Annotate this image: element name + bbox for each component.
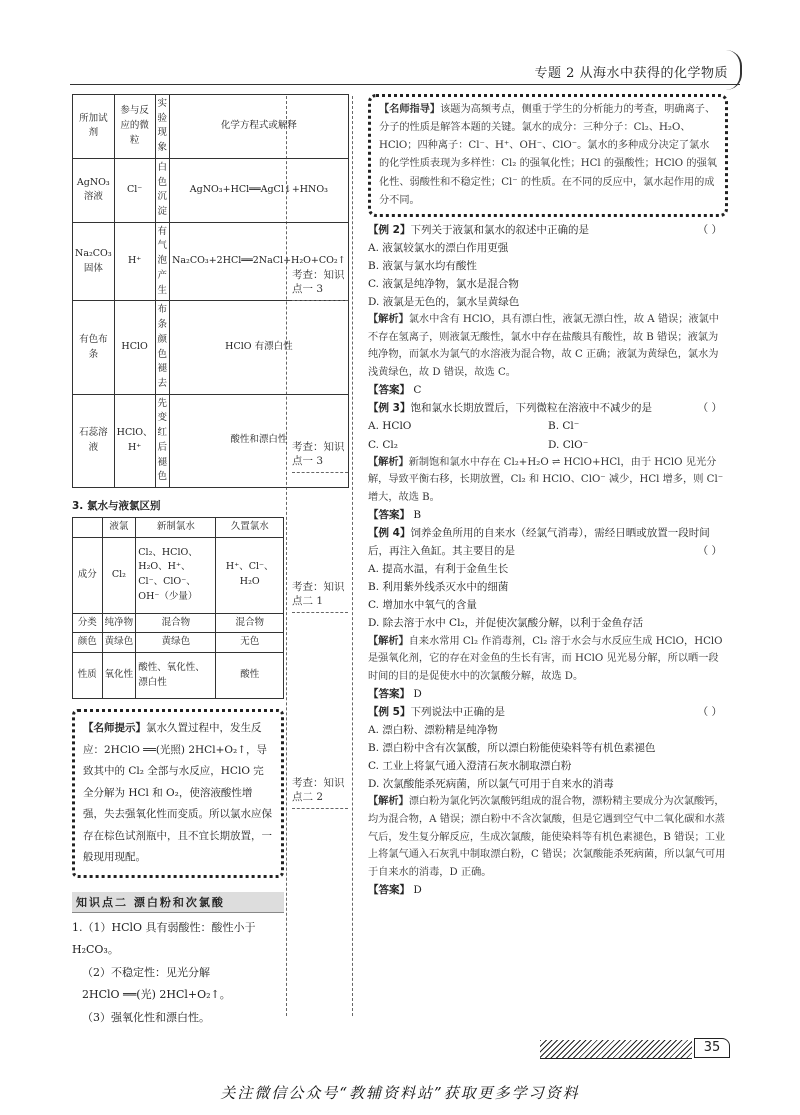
option: C. 工业上将氯气通入澄清石灰水制取漂白粉 [368,760,572,773]
table-cell: Cl₂、HClO、H₂O、H⁺、Cl⁻、ClO⁻、OH⁻（少量） [136,537,216,613]
answer-value: C [413,384,422,397]
table-row [73,633,284,653]
table-header-row [73,517,284,537]
table-cell: AgNO₃+HCl══AgCl↓+HNO₃ [170,158,349,222]
table-header-cell: 久置氯水 [216,517,284,537]
table-cell: H⁺ [114,222,155,301]
answer-blank: （ ） [697,545,722,558]
table-cell: AgNO₃溶液 [73,158,115,222]
table-cell: 性质 [73,653,103,699]
right-column [368,94,728,899]
kp-item: 2HClO ══(光) 2HCl+O₂↑。 [82,988,231,1002]
example-question: 饲养金鱼所用的自来水（经氯气消毒），需经日晒或放置一段时间后，再注入鱼缸。其主要目的是 [368,527,710,558]
table-cell: HClO 有漂白性 [170,301,349,394]
answer-label: 【答案】 [368,688,410,701]
chlorine-compare-table [72,517,284,699]
option: A. HClO [368,420,412,433]
answer-blank: （ ） [697,706,722,719]
margin-note: 考查：知识点一 3 [292,440,348,473]
table-cell: 酸性和漂白性 [170,394,349,487]
option: A. 提高水温，有利于金鱼生长 [368,563,509,576]
teacher-guide-box [368,94,728,217]
table-header-row [73,95,349,159]
answer-value: D [413,688,422,701]
table-cell: Cl⁻ [114,158,155,222]
option: C. Cl₂ [368,438,398,451]
table-header-cell: 实验现象 [155,95,170,159]
analysis-label: 【解析】 [368,456,409,468]
analysis-label: 【解析】 [368,314,409,326]
option: A. 液氯较氯水的漂白作用更强 [368,241,509,254]
table-cell: 黄绿色 [136,633,216,653]
analysis-text: 自来水常用 Cl₂ 作消毒剂，Cl₂ 溶于水会与水反应生成 HClO，HClO 是强氧化剂，它的存在对金鱼的生长有害，而 HClO 见光易分解，所以晒一段时间的目的是促使水中的次氯酸分解，故选 D。 [368,635,723,682]
table-cell: 氧化性 [102,653,136,699]
margin-note: 考查：知识点一 3 [292,268,348,301]
tip-label: 【名师提示】 [83,722,146,735]
option: B. 利用紫外线杀灭水中的细菌 [368,581,509,594]
option: B. Cl⁻ [548,420,580,433]
table-row [73,301,349,394]
table-cell: 布条颜色褪去 [155,301,170,394]
page-number: 35 [694,1038,730,1058]
header-rule [70,84,740,85]
footer-hatch-bar [540,1040,692,1059]
example-label: 【例 2】 [368,223,411,236]
answer-label: 【答案】 [368,509,410,522]
analysis-text: 新制饱和氯水中存在 Cl₂+H₂O ⇌ HClO+HCl，由于 HClO 见光分解，导致平衡右移，长期放置，Cl₂ 和 HClO、ClO⁻ 减少，HCl 增多，则 Cl⁻ 增大，故选 B。 [368,456,724,503]
kp-item: （2）不稳定性：见光分解 [82,965,210,979]
example-block [368,221,728,399]
table-row [73,158,349,222]
example-question: 下列关于液氯和氯水的叙述中正确的是 [410,223,589,236]
table-row [73,537,284,613]
table-row [73,653,284,699]
example-label: 【例 4】 [368,527,411,540]
example-block [368,524,728,703]
example-block [368,399,728,524]
answer-label: 【答案】 [368,384,410,397]
table-cell: 纯净物 [102,613,136,633]
table-header-cell: 液氯 [102,517,136,537]
bottom-promo-note: 关注微信公众号“教辅资料站”获取更多学习资料 [220,1084,580,1102]
answer-blank: （ ） [697,223,722,236]
table-row [73,613,284,633]
kp-item: （3）强氧化性和漂白性。 [82,1010,210,1024]
table-cell: 先变红后褪色 [155,394,170,487]
guide-text: 该题为高频考点，侧重于学生的分析能力的考查，明确离子、分子的性质是解答本题的关键。氯水的成分：三种分子：Cl₂、H₂O、HClO；四种离子：Cl⁻、H⁺、OH⁻、ClO⁻。氯水的多种成分决定了氯水的化学性质表现为多样性：Cl₂ 的强氧化性；HCl 的强酸性；HClO 的强氧化性、弱酸性和不稳定性；Cl⁻ 的性质。在不同的反应中，氯水起作用的成分不同。 [379,104,717,206]
table-header-cell: 化学方程式或解释 [170,95,349,159]
table-cell: Na₂CO₃+2HCl══2NaCl+H₂O+CO₂↑ [170,222,349,301]
table-cell: Cl₂ [102,537,136,613]
table-cell: 有气泡产生 [155,222,170,301]
table-cell: 黄绿色 [102,633,136,653]
table-header-cell [73,517,103,537]
analysis-text: 漂白粉为氯化钙次氯酸钙组成的混合物，漂粉精主要成分为次氯酸钙，均为混合物，A 错误；漂白粉中不含次氯酸，但是它遇到空气中二氧化碳和水蒸气后，发生复分解反应，生成次氯酸，能使染料等有机色素褪色，B 错误；工业上将氯气通入石灰乳中制取漂白粉，C 错误；次氯酸能杀死病菌，所以氯气可用于自来水的消毒，D 正确。 [368,796,726,878]
knowledge-point-heading [72,892,284,913]
answer-blank: （ ） [697,402,722,415]
analysis-text: 氯水中含有 HClO，具有漂白性，液氯无漂白性，故 A 错误；液氯中不存在氢离子，则液氯无酸性，氯水中存在盐酸具有酸性，故 B 错误；液氯为纯净物，而氯水为氯气的水溶液为混合物，故 C 正确；液氯为黄绿色，氯水为浅黄绿色，故 D 错误，故选 C。 [368,314,719,378]
table-cell: 酸性 [216,653,284,699]
section-title: 3. 氯水与液氯区别 [72,499,161,512]
option: C. 增加水中氧气的含量 [368,599,477,612]
answer-value: B [413,509,422,522]
table-cell: H⁺、Cl⁻、H₂O [216,537,284,613]
option: A. 漂白粉、漂粉精是纯净物 [368,724,498,737]
option: D. 液氯是无色的，氯水呈黄绿色 [368,296,520,309]
table-cell: HClO、H⁺ [114,394,155,487]
guide-label: 【名师指导】 [379,104,441,115]
teacher-tip-box [72,709,284,878]
table-cell: 混合物 [216,613,284,633]
answer-value: D [413,884,422,897]
answer-label: 【答案】 [368,884,410,897]
example-block [368,703,728,899]
table-cell: 无色 [216,633,284,653]
tip-text: 氯水久置过程中，发生反应：2HClO ══(光照) 2HCl+O₂↑，导致其中的 Cl₂ 全部与水反应，HClO 完全分解为 HCl 和 O₂，使溶液酸性增强，失去强氧化性而变质。所以氯水应保存在棕色试剂瓶中，且不宜长期放置，一般现用现配。 [83,722,272,864]
option: B. 漂白粉中含有次氯酸，所以漂白粉能使染料等有机色素褪色 [368,742,656,755]
column-divider-right [352,96,353,1016]
example-label: 【例 3】 [368,402,411,415]
margin-note: 考查：知识点二 1 [292,580,348,613]
option: D. 次氯酸能杀死病菌，所以氯气可用于自来水的消毒 [368,778,614,791]
table-cell: 混合物 [136,613,216,633]
example-label: 【例 5】 [368,706,411,719]
option: D. 除去溶于水中 Cl₂，并促使次氯酸分解，以利于金鱼存活 [368,617,644,630]
table-cell: 颜色 [73,633,103,653]
table-header-cell: 所加试剂 [73,95,115,159]
option: B. 液氯与氯水均有酸性 [368,260,477,273]
table-cell: Na₂CO₃固体 [73,222,115,301]
table-cell: 成分 [73,537,103,613]
table-cell: 分类 [73,613,103,633]
option: C. 液氯是纯净物，氯水是混合物 [368,278,519,291]
margin-note: 考查：知识点二 2 [292,776,348,809]
example-question: 饱和氯水长期放置后，下列微粒在溶液中不减少的是 [410,402,652,415]
table-cell: 白色沉淀 [155,158,170,222]
knowledge-point-body [72,917,284,1030]
knowledge-point-title: 知识点二 漂白粉和次氯酸 [76,895,225,909]
analysis-label: 【解析】 [368,635,409,647]
kp-item: 1.（1）HClO 具有弱酸性：酸性小于 H₂CO₃。 [72,920,256,957]
table-cell: 有色布条 [73,301,115,394]
table-header-cell: 参与反应的微粒 [114,95,155,159]
table-cell: 酸性、氧化性、漂白性 [136,653,216,699]
table-cell: 石蕊溶液 [73,394,115,487]
table-cell: HClO [114,301,155,394]
analysis-label: 【解析】 [368,796,409,808]
page-header-title: 专题 2 从海水中获得的化学物质 [534,66,728,81]
example-question: 下列说法中正确的是 [410,706,505,719]
option: D. ClO⁻ [548,438,589,451]
table-header-cell: 新制氯水 [136,517,216,537]
